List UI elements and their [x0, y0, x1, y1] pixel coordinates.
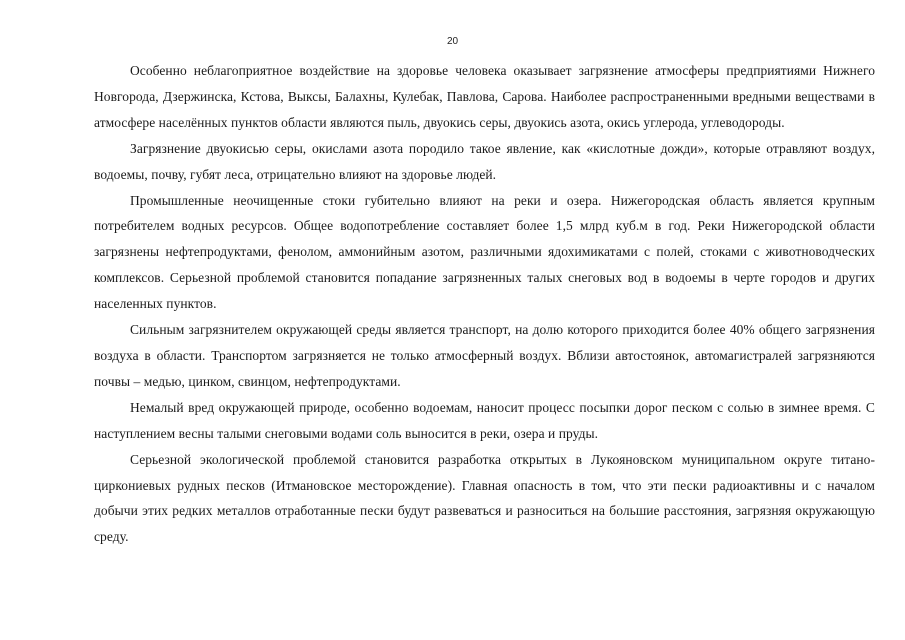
paragraph-road-salt: Немалый вред окружающей природе, особенно водоемам, наносит процесс посыпки дорог песком с солью в зимнее время. С наступлением весны талыми снеговыми водами соль выносится в реки, озера и пруды. [94, 399, 875, 441]
paragraph-water-pollution: Промышленные неочищенные стоки губительно влияют на реки и озера. Нижегородская область является крупным потребителем водных ресурсов. Общее водопотребление составляет более 1,5 млрд куб.м в год. Реки Нижегородской области загрязнены нефтепродуктами, фенолом, аммонийным азотом, различными ядохимикатами с полей, стоками с животноводческих комплексов. Серьезной проблемой становится попадание загрязненных талых снеговых вод в водоемы в черте городов и других населенных пунктов. [94, 192, 875, 312]
paragraph-transport-pollution: Сильным загрязнителем окружающей среды является транспорт, на долю которого приходится более 40% общего загрязнения воздуха в области. Транспортом загрязняется не только атмосферный воздух. Вблизи автостоянок, автомагистралей загрязняются почвы – медью, цинком, свинцом, нефтепродуктами. [94, 322, 875, 389]
page-number: 20 [446, 36, 459, 47]
paragraph-mining-sands: Серьезной экологической проблемой становится разработка открытых в Лукояновском муниципальном округе титано-циркониевых рудных песков (Итмановское месторождение). Главная опасность в том, что эти пески радиоактивны и с началом добычи этих редких металлов отработанные пески будут развеваться и разноситься на большие расстояния, загрязняя окружающую среду. [94, 451, 875, 545]
paragraph-air-pollution: Особенно неблагоприятное воздействие на здоровье человека оказывает загрязнение атмосферы предприятиями Нижнего Новгорода, Дзержинска, Кстова, Выксы, Балахны, Кулебак, Павлова, Сарова. Наиболее распространенными вредными веществами в атмосфере населённых пунктов области являются пыль, двуокись серы, двуокись азота, окись углерода, углеводороды. [94, 63, 875, 130]
paragraph-acid-rain: Загрязнение двуокисью серы, окислами азота породило такое явление, как «кислотные дожди», которые отравляют воздух, водоемы, почву, губят леса, отрицательно влияют на здоровье людей. [94, 140, 875, 182]
document-body [94, 58, 875, 550]
